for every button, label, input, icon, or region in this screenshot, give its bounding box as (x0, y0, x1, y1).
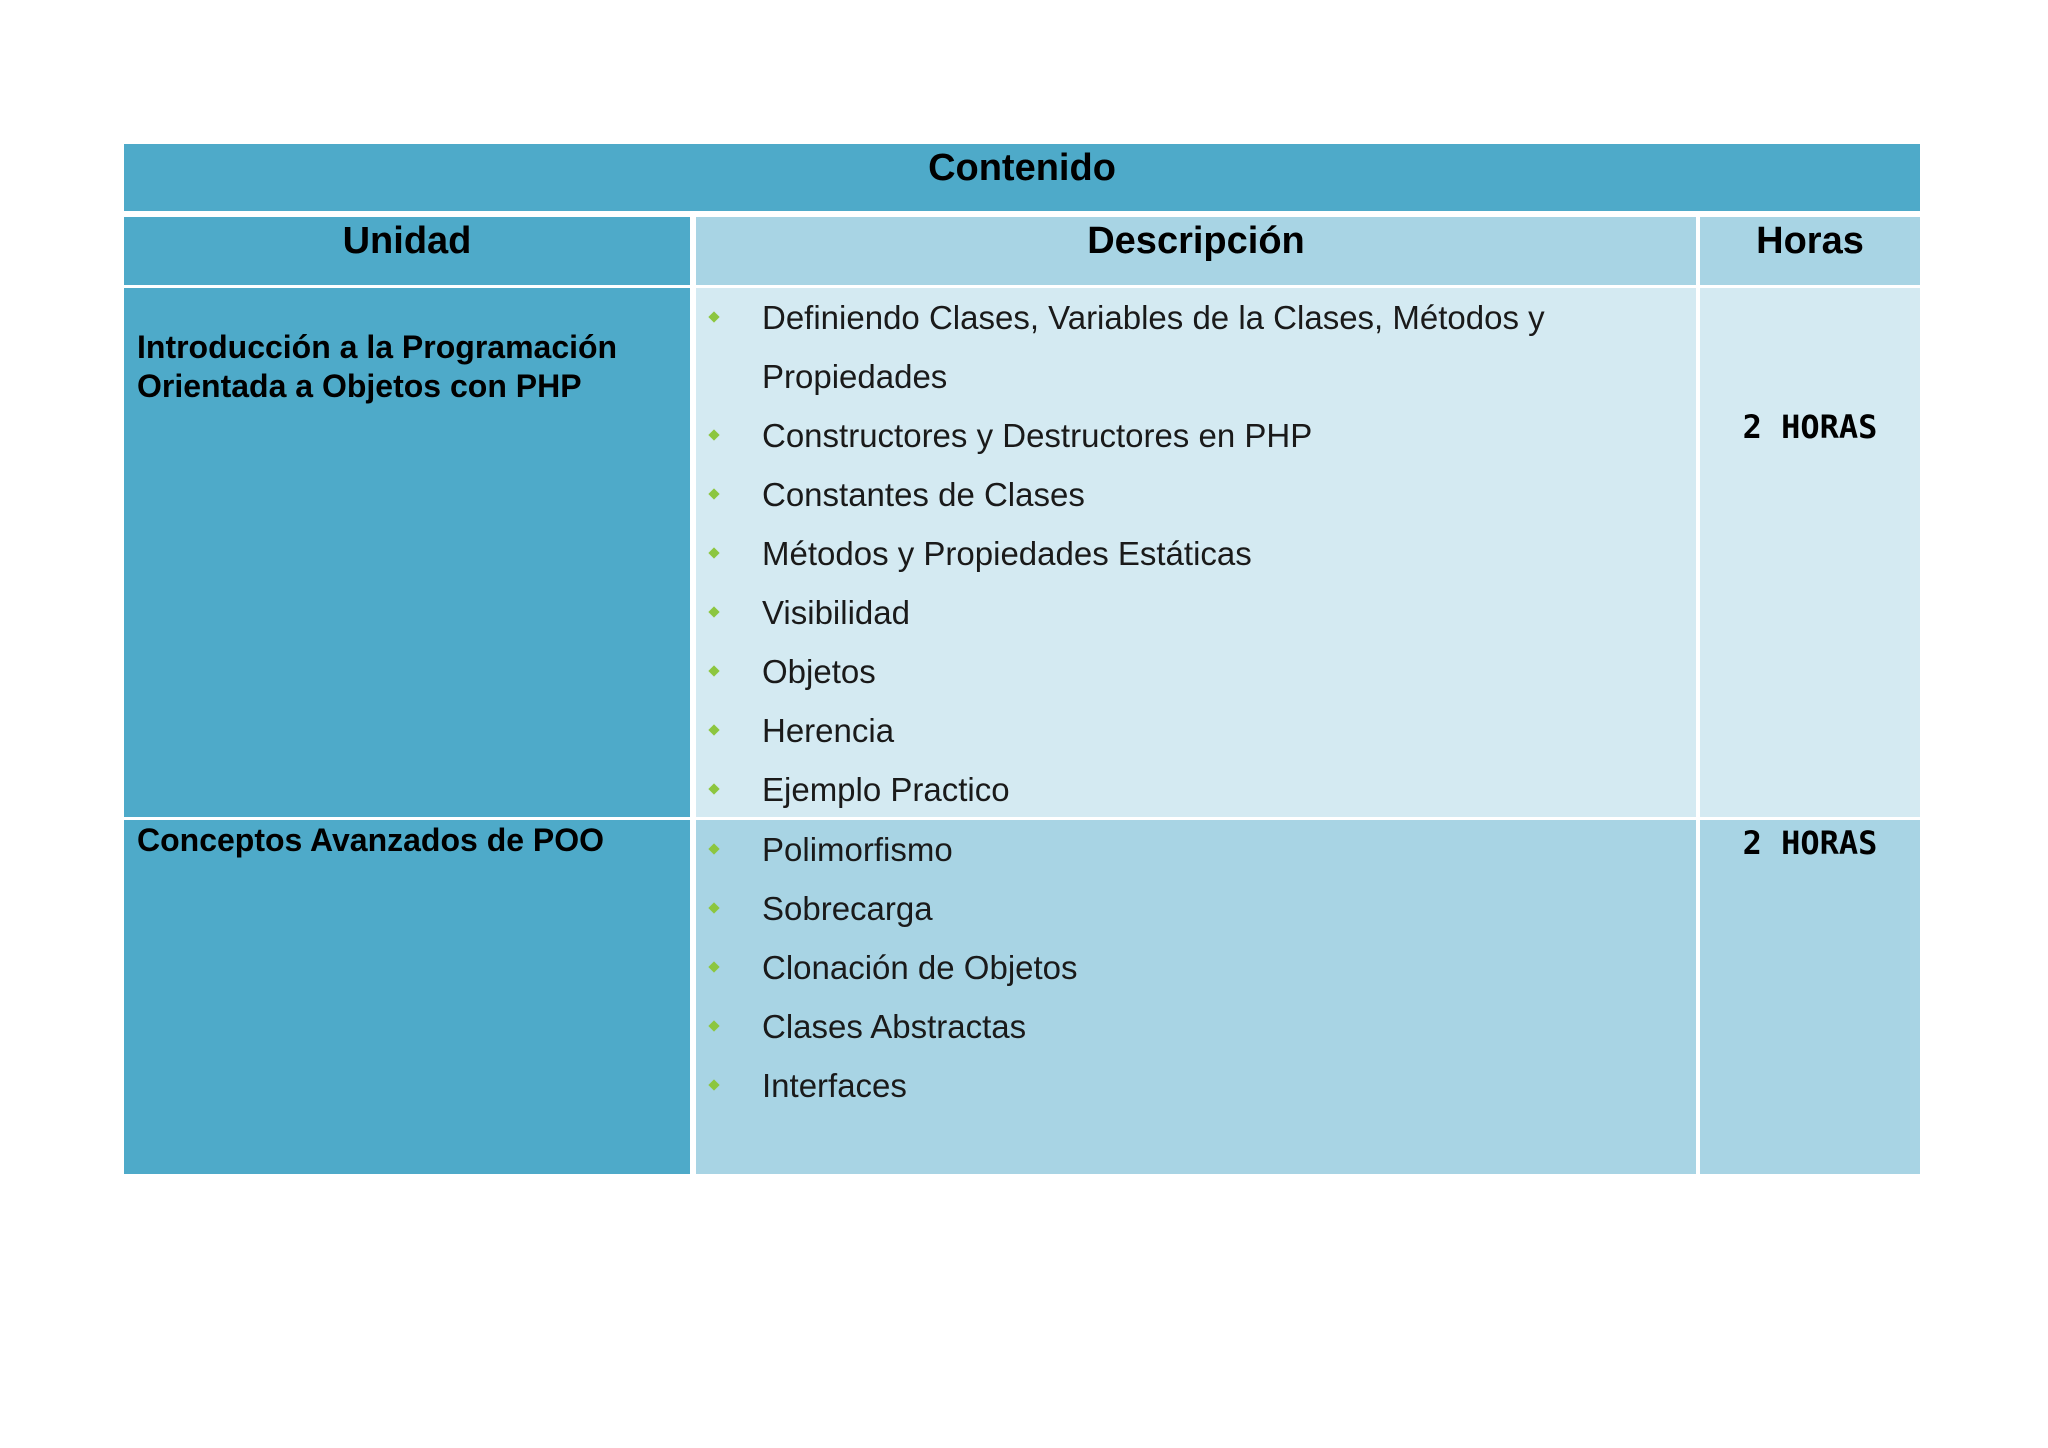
bullet-icon (708, 724, 719, 735)
unit-cell-2 (124, 820, 690, 1174)
bullet-icon (708, 547, 719, 558)
description-cell-2 (696, 820, 1696, 1174)
header-unidad: Unidad (124, 217, 690, 285)
list-item: Métodos y Propiedades Estáticas (696, 524, 1696, 583)
bullet-icon (708, 783, 719, 794)
bullet-icon (708, 843, 719, 854)
topic-list-2 (696, 820, 1696, 1115)
list-item: Objetos (696, 642, 1696, 701)
bullet-icon (708, 665, 719, 676)
bullet-icon (708, 1079, 719, 1090)
list-item: Polimorfismo (696, 820, 1696, 879)
description-cell-1 (696, 288, 1696, 817)
header-descripcion: Descripción (696, 217, 1696, 285)
list-item: Visibilidad (696, 583, 1696, 642)
hours-value-2: 2 HORAS (1742, 824, 1878, 862)
unit-cell-1 (124, 288, 690, 817)
list-item: Herencia (696, 701, 1696, 760)
topic-list-1 (696, 288, 1696, 819)
bullet-icon (708, 1020, 719, 1031)
list-item: Sobrecarga (696, 879, 1696, 938)
bullet-icon (708, 606, 719, 617)
bullet-icon (708, 429, 719, 440)
list-item: Ejemplo Practico (696, 760, 1696, 819)
hours-cell-1 (1700, 288, 1920, 817)
unit-name-2: Conceptos Avanzados de POO (137, 822, 605, 858)
table-title: Contenido (124, 144, 1920, 211)
bullet-icon (708, 961, 719, 972)
hours-value-1: 2 HORAS (1742, 408, 1878, 446)
list-item: Definiendo Clases, Variables de la Clases, Métodos y Propiedades (696, 288, 1696, 406)
bullet-icon (708, 311, 719, 322)
list-item: Constantes de Clases (696, 465, 1696, 524)
list-item: Clases Abstractas (696, 997, 1696, 1056)
list-item: Clonación de Objetos (696, 938, 1696, 997)
list-item: Constructores y Destructores en PHP (696, 406, 1696, 465)
hours-cell-2 (1700, 820, 1920, 1174)
header-horas: Horas (1700, 217, 1920, 285)
unit-name-1: Introducción a la Programación Orientada a Objetos con PHP (137, 329, 618, 404)
list-item: Interfaces (696, 1056, 1696, 1115)
bullet-icon (708, 902, 719, 913)
bullet-icon (708, 488, 719, 499)
